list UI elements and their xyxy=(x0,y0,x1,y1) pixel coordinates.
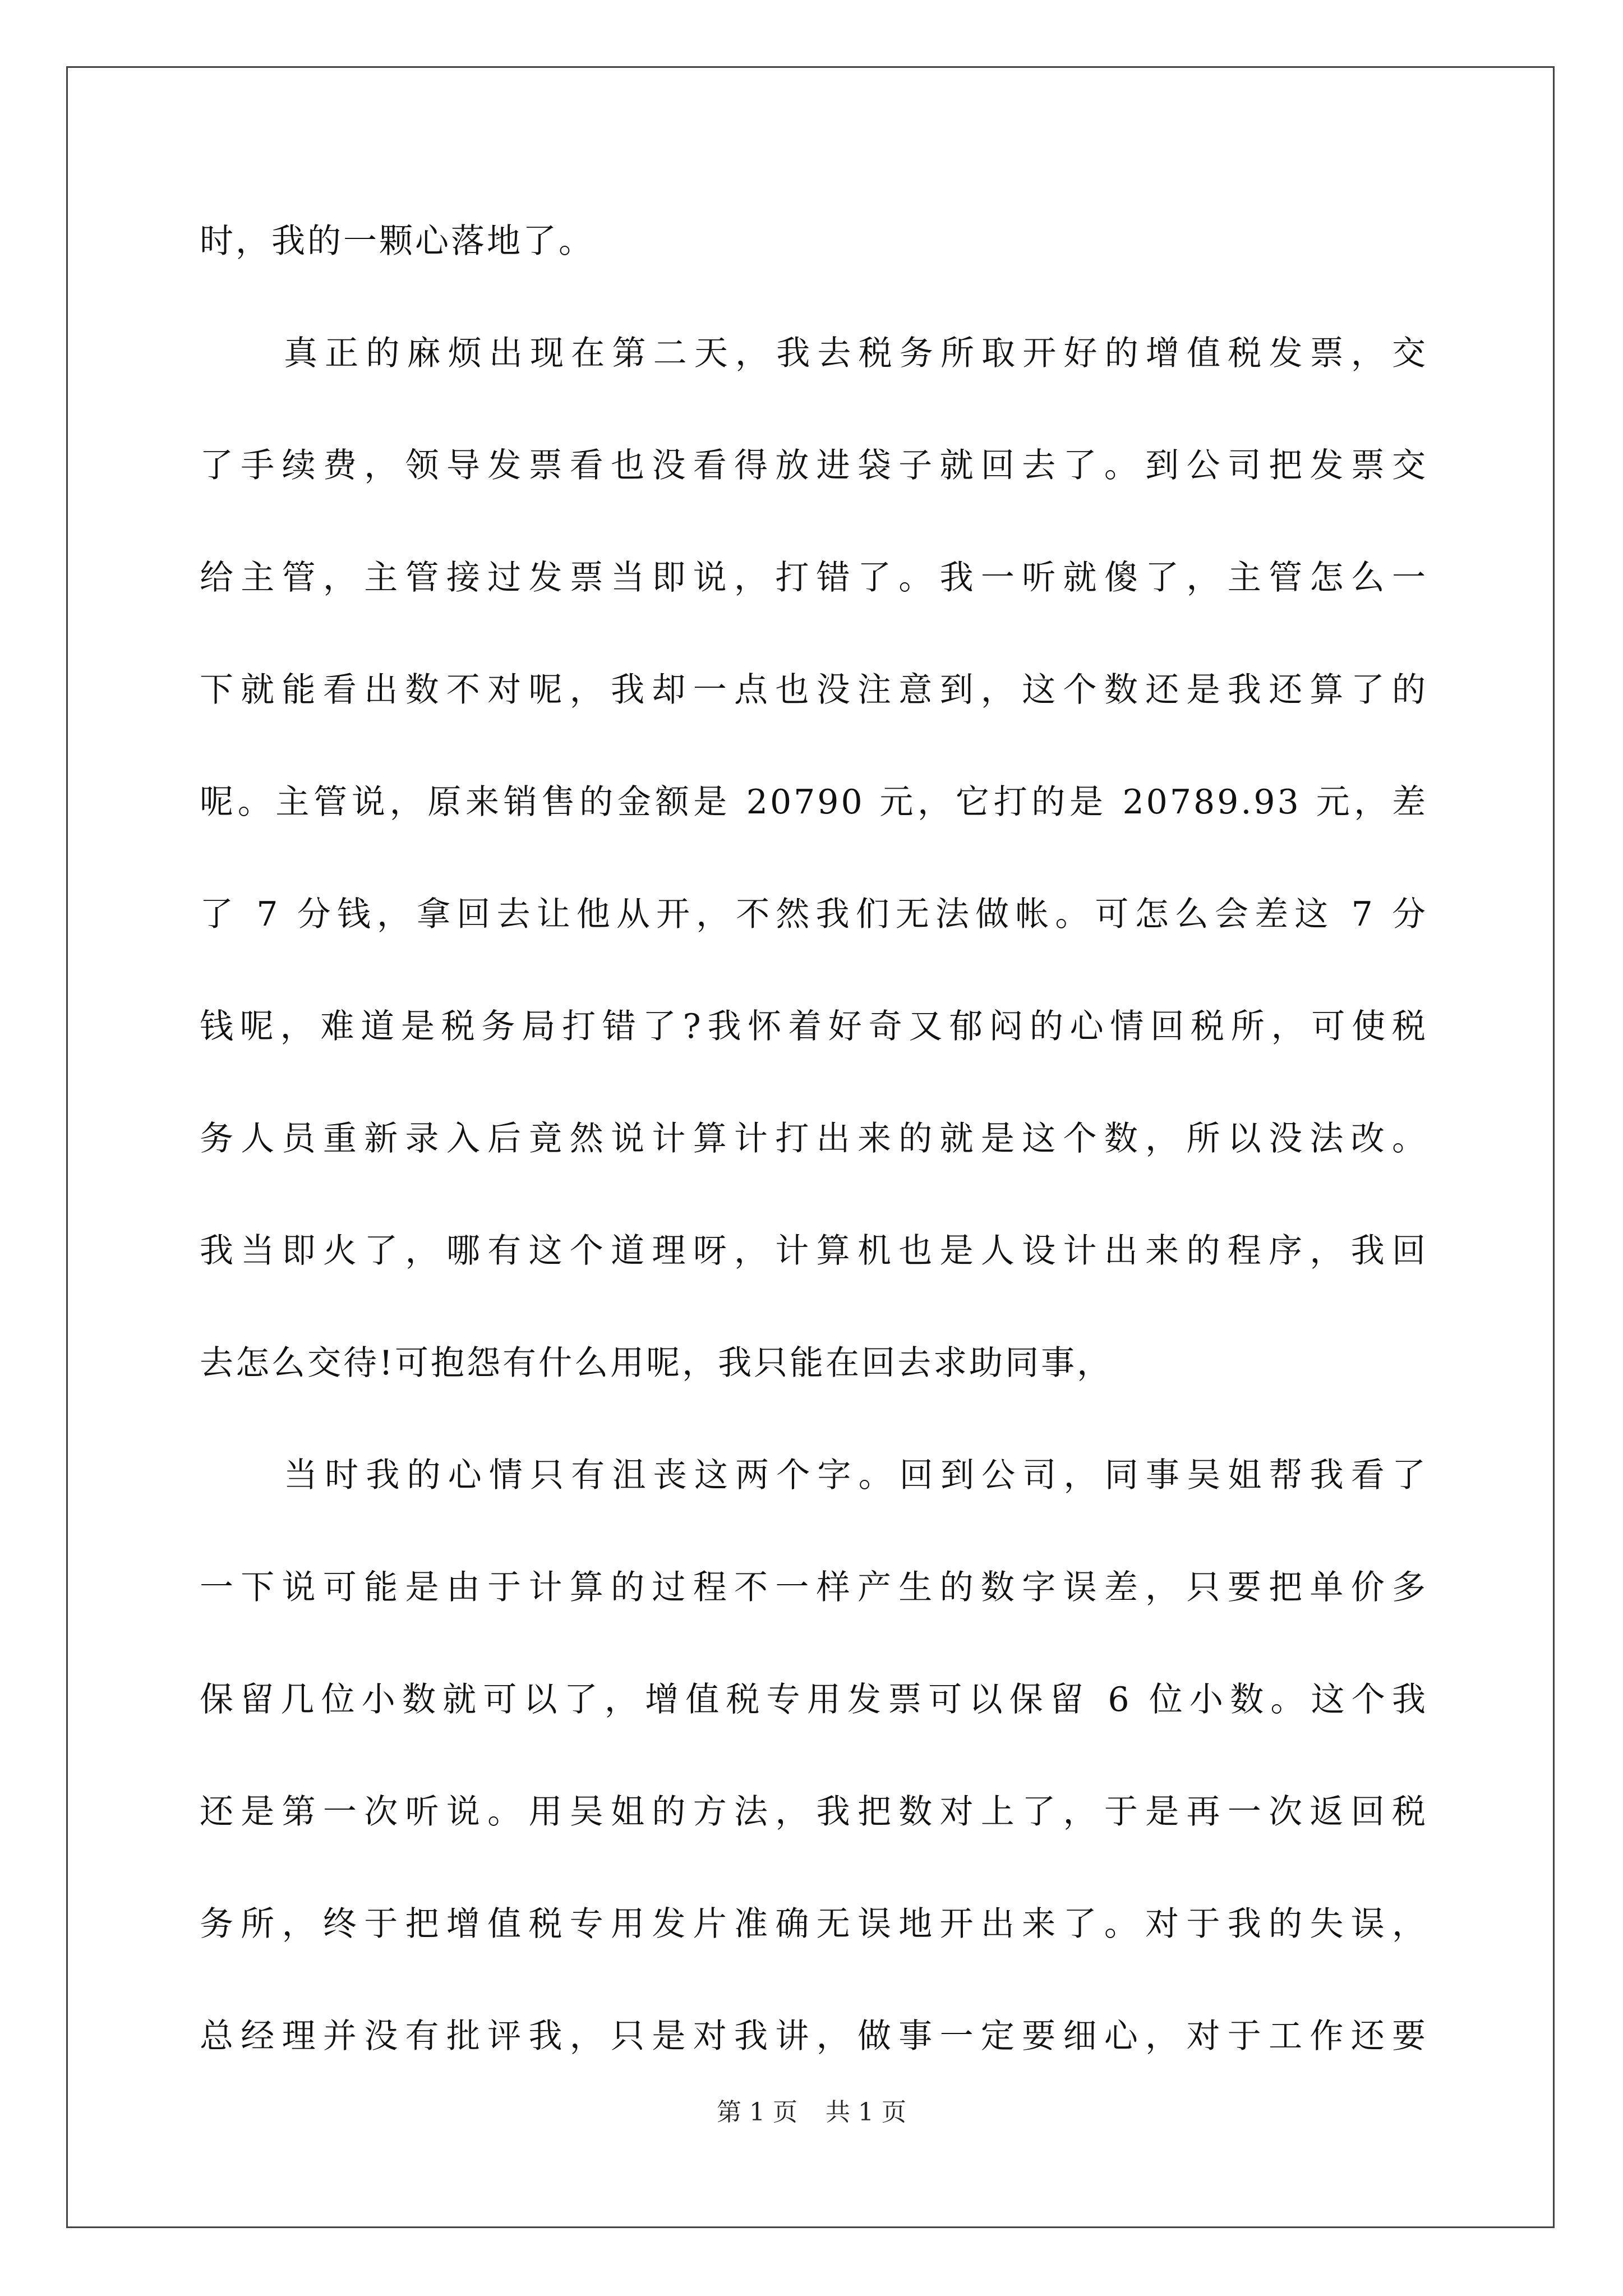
text-line-12: 当时我的心情只有沮丧这两个字。回到公司，同事吴姐帮我看了 xyxy=(284,1456,1428,1495)
text-line-6: 呢。主管说，原来销售的金额是 20790 元，它打的是 20789.93 元，差 xyxy=(200,783,1428,822)
text-line-4: 给主管，主管接过发票当即说，打错了。我一听就傻了，主管怎么一 xyxy=(200,558,1428,597)
page-total: 共 1 页 xyxy=(826,2098,906,2127)
text-line-14: 保留几位小数就可以了，增值税专用发票可以保留 6 位小数。这个我 xyxy=(200,1680,1428,1719)
text-line-16: 务所，终于把增值税专用发片准确无误地开出来了。对于我的失误， xyxy=(200,1904,1428,1944)
text-line-15: 还是第一次听说。用吴姐的方法，我把数对上了，于是再一次返回税 xyxy=(200,1792,1428,1832)
text-line-10: 我当即火了，哪有这个道理呀，计算机也是人设计出来的程序，我回 xyxy=(200,1231,1428,1271)
text-line-17: 总经理并没有批评我，只是对我讲，做事一定要细心，对于工作还要 xyxy=(200,2017,1428,2056)
text-line-2: 真正的麻烦出现在第二天，我去税务所取开好的增值税发票，交 xyxy=(284,334,1428,373)
page-footer xyxy=(0,2097,1623,2128)
text-line-13: 一下说可能是由于计算的过程不一样产生的数字误差，只要把单价多 xyxy=(200,1568,1428,1607)
text-line-11: 去怎么交待!可抱怨有什么用呢，我只能在回去求助同事， xyxy=(200,1343,1113,1383)
text-line-9: 务人员重新录入后竟然说计算计打出来的就是这个数，所以没法改。 xyxy=(200,1119,1428,1158)
text-line-3: 了手续费，领导发票看也没看得放进袋子就回去了。到公司把发票交 xyxy=(200,446,1428,485)
text-line-5: 下就能看出数不对呢，我却一点也没注意到，这个数还是我还算了的 xyxy=(200,670,1428,710)
text-line-1: 时，我的一颗心落地了。 xyxy=(200,222,594,261)
text-line-7: 了 7 分钱，拿回去让他从开，不然我们无法做帐。可怎么会差这 7 分 xyxy=(200,895,1428,934)
page-number: 第 1 页 xyxy=(717,2098,797,2127)
text-line-8: 钱呢，难道是税务局打错了?我怀着好奇又郁闷的心情回税所，可使税 xyxy=(200,1007,1428,1046)
